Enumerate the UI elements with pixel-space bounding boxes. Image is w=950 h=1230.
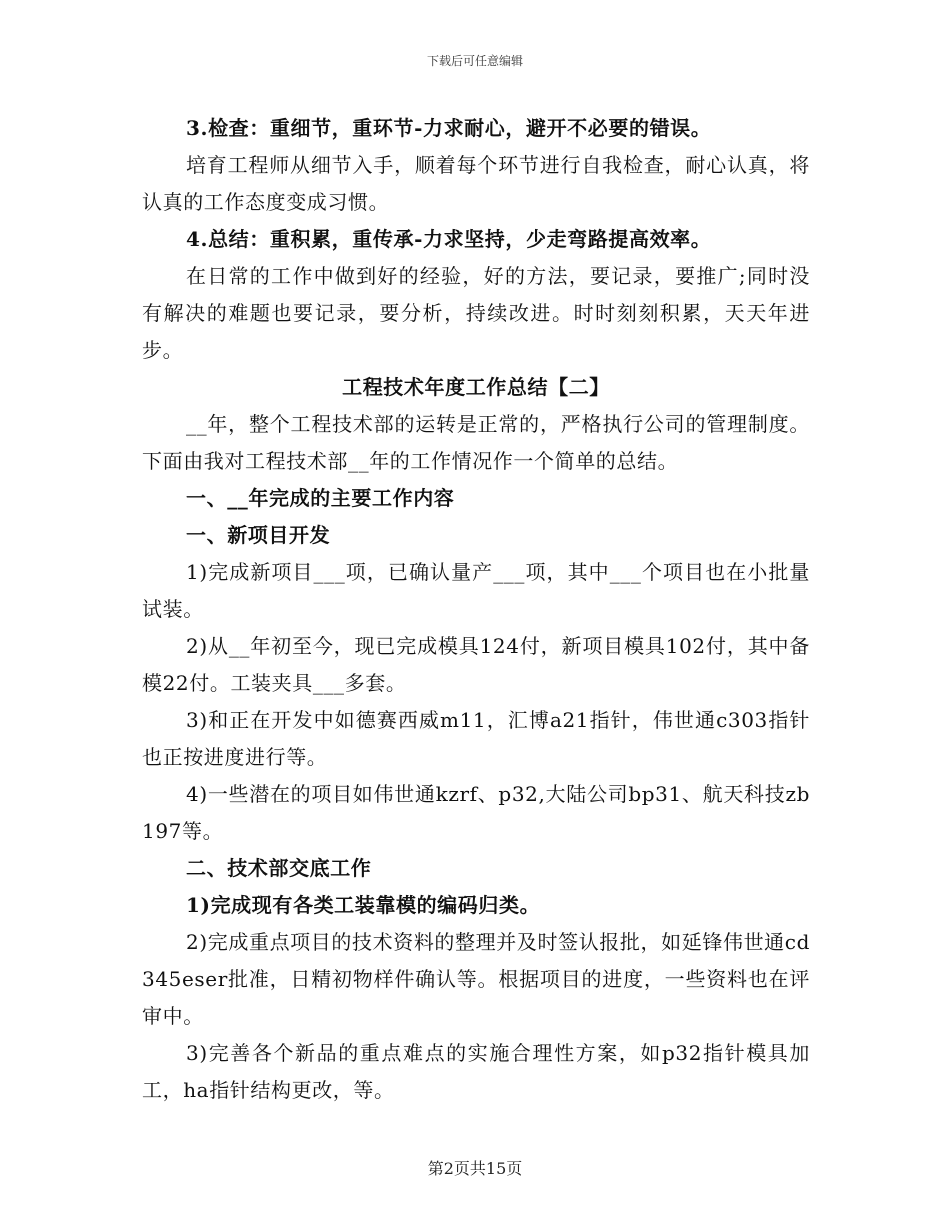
paragraph-intro: __年，整个工程技术部的运转是正常的，严格执行公司的管理制度。下面由我对工程技术部__年的工作情况作一个简单的总结。 <box>142 412 810 473</box>
list-item-2: 2)从__年初至今，现已完成模具124付，新项目模具102付，其中备模22付。工装夹具___多套。 <box>142 634 810 695</box>
heading-summary: 4.总结：重积累，重传承-力求坚持，少走弯路提高效率。 <box>186 227 712 251</box>
handover-item-1: 1)完成现有各类工装靠模的编码归类。 <box>186 893 541 917</box>
heading-new-projects: 一、新项目开发 <box>186 523 331 547</box>
document-body <box>142 110 810 1109</box>
paragraph-check-detail: 培育工程师从细节入手，顺着每个环节进行自我检查，耐心认真，将认真的工作态度变成习惯。 <box>142 153 810 214</box>
list-item-3: 3)和正在开发中如德赛西威m11，汇博a21指针，伟世通c303指针也正按进度进行等。 <box>142 708 810 769</box>
paragraph-summary-detail: 在日常的工作中做到好的经验，好的方法，要记录，要推广;同时没有解决的难题也要记录，要分析，持续改进。时时刻刻积累，天天年进步。 <box>142 264 810 362</box>
heading-check: 3.检查：重细节，重环节-力求耐心，避开不必要的错误。 <box>186 116 712 140</box>
page-header-note: 下载后可任意编辑 <box>426 54 523 68</box>
section-title: 工程技术年度工作总结【二】 <box>342 375 610 399</box>
heading-main-work: 一、__年完成的主要工作内容 <box>186 486 455 510</box>
handover-item-2: 2)完成重点项目的技术资料的整理并及时签认报批，如延锋伟世通cd345eser批准，日精初物样件确认等。根据项目的进度，一些资料也在评审中。 <box>142 930 810 1028</box>
handover-item-3: 3)完善各个新品的重点难点的实施合理性方案，如p32指针模具加工，ha指针结构更改，等。 <box>142 1041 810 1102</box>
list-item-4: 4)一些潜在的项目如伟世通kzrf、p32,大陆公司bp31、航天科技zb197等。 <box>142 782 810 843</box>
list-item-1: 1)完成新项目___项，已确认量产___项，其中___个项目也在小批量试装。 <box>142 560 810 621</box>
page-number: 第2页共15页 <box>427 1159 523 1178</box>
heading-tech-handover: 二、技术部交底工作 <box>186 856 372 880</box>
